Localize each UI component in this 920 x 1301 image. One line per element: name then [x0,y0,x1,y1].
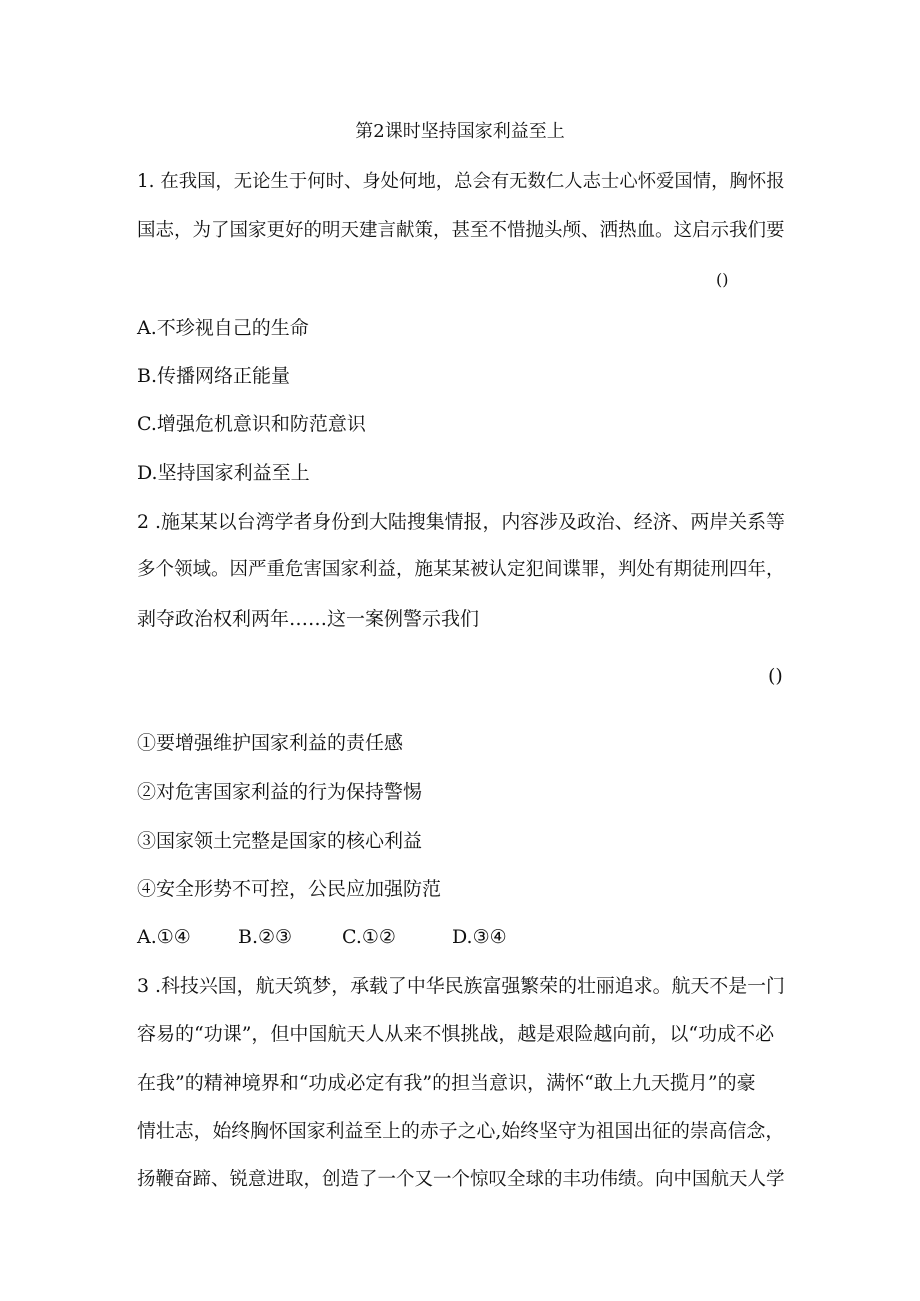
answer-paren: () [716,270,729,289]
question-3-line-3: 在我”的精神境界和“功成必定有我”的担当意识，满怀“敢上九天揽月”的豪 [137,1072,756,1094]
option-a: A.不珍视自己的生命 [137,317,309,339]
option-c: C.增强危机意识和防范意识 [137,413,366,435]
choice-b: B.②③ [238,926,293,948]
question-1-line-1: 1. 在我国，无论生于何时、身处何地，总会有无数仁人志士心怀爱国情，胸怀报 [137,171,785,192]
question-2-line-1: 2 .施某某以台湾学者身份到大陆搜集情报，内容涉及政治、经济、两岸关系等 [137,511,785,533]
answer-paren: () [768,665,783,687]
question-3-line-1: 3 .科技兴国，航天筑梦，承载了中华民族富强繁荣的壮丽追求。航天不是一门 [137,975,785,997]
option-d: D.坚持国家利益至上 [137,462,310,484]
question-2-line-3: 剥夺政治权利两年……这一案例警示我们 [137,608,480,630]
choice-c: C.①② [342,926,396,948]
option-b: B.传播网络正能量 [137,365,291,387]
choice-d: D.③④ [452,926,507,948]
question-3-line-2: 容易的“功课”，但中国航天人从来不惧挑战，越是艰险越向前，以“功成不必 [137,1023,775,1045]
question-1-line-2: 国志，为了国家更好的明天建言献策，甚至不惜抛头颅、洒热血。这启示我们要 [137,220,785,241]
choice-a: A.①④ [137,926,191,948]
question-2-line-2: 多个领域。因严重危害国家利益，施某某被认定犯间谍罪，判处有期徒刑四年， [137,559,785,580]
page-title: 第2课时坚持国家利益至上 [355,121,565,142]
statement-1: ①要增强维护国家利益的责任感 [137,732,404,754]
statement-3: ③国家领土完整是国家的核心利益 [137,830,423,852]
question-3-line-4: 情壮志，始终胸怀国家利益至上的赤子之心,始终坚守为祖国出征的崇高信念， [137,1120,785,1142]
statement-2: ②对危害国家利益的行为保持警惕 [137,781,423,803]
question-3-line-5: 扬鞭奋蹄、锐意进取，创造了一个又一个惊叹全球的丰功伟绩。向中国航天人学 [137,1169,785,1190]
statement-4: ④安全形势不可控，公民应加强防范 [137,878,442,900]
